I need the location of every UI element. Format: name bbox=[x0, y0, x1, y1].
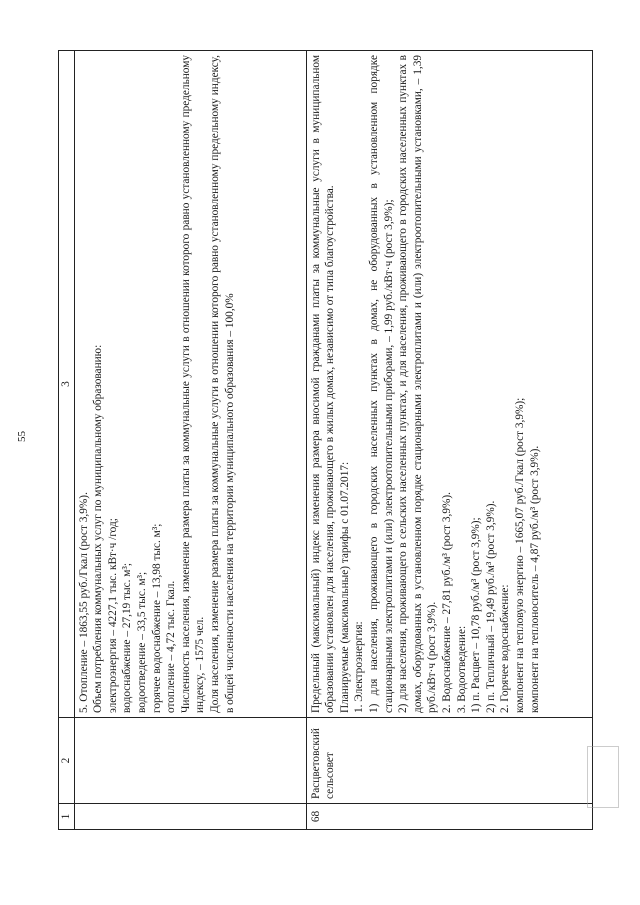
table-row bbox=[306, 51, 592, 830]
header-col-3: 3 bbox=[59, 51, 75, 718]
text-line: электроэнергия – 4227,1 тыс. кВт·ч /год; bbox=[106, 518, 119, 713]
text-paragraph: Доля населения, изменение размера платы за коммунальные услуги в отношении которого равно установленному предельному индексу, в общей численности населения на территории муниципального образования – 100,0% bbox=[208, 55, 236, 713]
text-line: 2. Водоснабжение – 27,81 руб./м³ (рост 3,9%). bbox=[440, 492, 453, 713]
text-line: 3. Водоотведение: bbox=[455, 625, 468, 713]
header-col-1: 1 bbox=[59, 804, 75, 830]
cell-description bbox=[306, 51, 592, 718]
header-row bbox=[59, 51, 75, 830]
text-line: компонент на тепловую энергию – 1665,07 руб./Гкал (рост 3,9%); bbox=[513, 397, 526, 713]
text-line: водоотведение – 33,5 тыс. м³; bbox=[135, 571, 148, 713]
text-line: 1. Электроэнергия: bbox=[353, 621, 366, 713]
text-line: 5. Отопление – 1863,55 руб./Гкал (рост 3,9%). bbox=[77, 492, 90, 713]
text-line: водоснабжение – 27,19 тыс. м³; bbox=[121, 563, 134, 713]
text-paragraph: Предельный (максимальный) индекс изменения размера вносимой гражданами платы за коммунальные услуги в муниципальном образовании установлен для населения, проживающего в жилых домах, независимо от типа благоустройства. bbox=[309, 55, 337, 713]
text-line: 1) п. Расцвет – 10,78 руб./м³ (рост 3,9%); bbox=[470, 517, 483, 713]
text-line: 2) п. Тепличный – 19,49 руб./м³ (рост 3,9%). bbox=[484, 500, 497, 713]
table-row-continuation bbox=[74, 51, 306, 830]
row-number: 68 bbox=[306, 804, 592, 830]
cell-num-empty bbox=[74, 804, 306, 830]
header-col-2: 2 bbox=[59, 718, 75, 804]
text-line: горячее водоснабжение – 13,98 тыс. м³; bbox=[150, 523, 163, 713]
cell-description bbox=[74, 51, 306, 718]
cell-name-empty bbox=[74, 718, 306, 804]
tariff-table bbox=[58, 50, 593, 830]
text-paragraph: 2) для населения, проживающего в сельских населенных пунктах, и для населения, проживающего в городских населенных пунктах в домах, оборудованных в установленном порядке стационарными электроплитами и (или) электроотопительными установками, – 1,39 руб./кВт·ч (рост 3,9%). bbox=[397, 55, 439, 713]
text-paragraph: Численность населения, изменение размера платы за коммунальные услуги в отношении которого равно установленному предельному индексу, – 1575 чел. bbox=[179, 55, 207, 713]
text-line: Объем потребления коммунальных услуг по муниципальному образованию: bbox=[92, 344, 105, 713]
text-line: Планируемые (максимальные) тарифы с 01.07.2017: bbox=[338, 461, 351, 713]
text-line: отопление – 4,72 тыс. Гкал. bbox=[165, 580, 178, 713]
municipality-name: Расцветовский сельсовет bbox=[306, 718, 592, 804]
stamp-mark bbox=[587, 746, 619, 808]
rotated-table-page bbox=[58, 50, 593, 830]
page-number: 55 bbox=[16, 431, 28, 442]
text-paragraph: 1) для населения, проживающего в городских населенных пунктах в домах, не оборудованных в установленном порядке стационарными электроплитами и (или) электроотопительными приборами, – 1,99 руб./кВт·ч (рост 3,9%); bbox=[367, 55, 395, 713]
text-line: 2. Горячее водоснабжение: bbox=[499, 584, 512, 713]
text-line: компонент на теплоноситель – 4,87 руб./м³ (рост 3,9%). bbox=[528, 445, 541, 713]
